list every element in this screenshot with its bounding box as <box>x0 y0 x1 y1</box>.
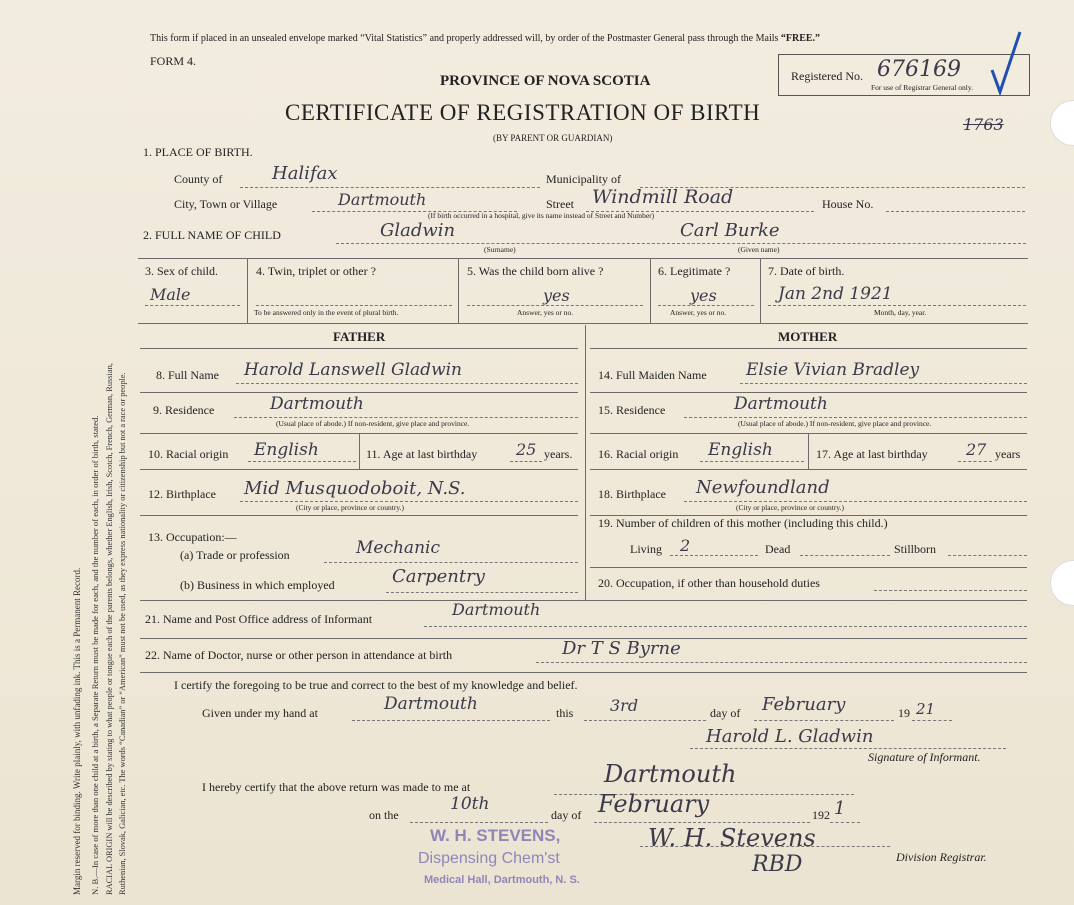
mail-notice: This form if placed in an unsealed envelope marked “Vital Statistics” and properly addressed will, by order of the Postmaster General pass through the Mails “FREE.” <box>150 33 821 44</box>
business-label: (b) Business in which employed <box>180 578 335 592</box>
punch-hole <box>1050 560 1074 606</box>
given-note: (Given name) <box>738 245 780 254</box>
given-year-prefix: 19 <box>898 706 910 720</box>
child-name-label: 2. FULL NAME OF CHILD <box>143 228 281 242</box>
given-month: February <box>762 694 846 715</box>
father-heading: FATHER <box>333 329 386 344</box>
informant-label: 21. Name and Post Office address of Informant <box>145 612 373 626</box>
registrar-signature: W. H. Stevens <box>648 824 816 852</box>
doctor-label: 22. Name of Doctor, nurse or other person in attendance at birth <box>145 648 453 662</box>
informant-value: Dartmouth <box>452 600 541 619</box>
informant-signature-label: Signature of Informant. <box>868 750 981 764</box>
mother-heading: MOTHER <box>778 329 838 344</box>
margin-note-4: Ruthenian, Slovak, Galician, etc. The words “Canadian” or “American” must not be used, as they express nationality or citizenship but not a race or people. <box>118 372 127 895</box>
house-label: House No. <box>822 197 874 211</box>
chemist-stamp-title: Dispensing Chem'st <box>418 850 560 867</box>
occupation-label: 13. Occupation:— <box>148 530 237 544</box>
mother-name-label: 14. Full Maiden Name <box>598 368 707 382</box>
alive-note: Answer, yes or no. <box>517 308 574 317</box>
business-value: Carpentry <box>392 566 485 587</box>
on-the-label: on the <box>369 808 399 822</box>
registered-label: Registered No. <box>791 69 863 83</box>
trade-value: Mechanic <box>356 538 440 558</box>
dob-value: Jan 2nd 1921 <box>778 284 893 304</box>
father-birthplace-label: 12. Birthplace <box>148 487 216 501</box>
registered-number: 676169 <box>877 57 961 82</box>
given-day: 3rd <box>610 696 639 715</box>
sex-value: Male <box>150 285 191 304</box>
father-birthplace-note: (City or place, province or country.) <box>296 503 405 512</box>
street-value: Windmill Road <box>592 186 734 208</box>
mother-age: 27 <box>966 440 987 459</box>
mother-occupation-label: 20. Occupation, if other than household duties <box>598 576 820 590</box>
registrar-initials: RBD <box>752 852 803 877</box>
mother-race: English <box>708 440 773 460</box>
father-birthplace: Mid Musquodoboit, N.S. <box>244 478 466 499</box>
check-mark-icon <box>990 28 1024 98</box>
surname-note: (Surname) <box>484 245 516 254</box>
dead-label: Dead <box>765 542 791 556</box>
father-age-label: 11. Age at last birthday <box>366 447 478 461</box>
registrar-year: 1 <box>834 798 846 819</box>
father-years-label: years. <box>544 447 573 461</box>
given-label: Given under my hand at <box>202 706 318 720</box>
margin-note-3: RACIAL ORIGIN will be described by stating to what people or tongue each of the parents belongs, whether English, Irish, Scotch, French, German, Russian, <box>105 363 114 895</box>
street-label: Street <box>546 197 574 211</box>
registrar-year-prefix: 192 <box>812 808 830 822</box>
father-name: Harold Lanswell Gladwin <box>244 360 463 380</box>
form-number: FORM 4. <box>150 54 197 68</box>
place-heading: 1. PLACE OF BIRTH. <box>143 145 253 159</box>
registered-note: For use of Registrar General only. <box>871 83 973 92</box>
mother-name: Elsie Vivian Bradley <box>746 360 920 380</box>
page-title: CERTIFICATE OF REGISTRATION OF BIRTH <box>285 100 761 125</box>
informant-signature: Harold L. Gladwin <box>706 726 874 747</box>
county-value: Halifax <box>272 163 338 184</box>
registrar-place: Dartmouth <box>604 760 737 788</box>
stillborn-label: Stillborn <box>894 542 937 556</box>
father-age: 25 <box>516 440 537 459</box>
chemist-stamp-name: W. H. STEVENS, <box>430 826 561 845</box>
legitimate-value: yes <box>690 286 717 305</box>
mother-race-label: 16. Racial origin <box>598 447 679 461</box>
mother-birthplace-label: 18. Birthplace <box>598 487 666 501</box>
mother-residence: Dartmouth <box>734 394 828 414</box>
twin-note: To be answered only in the event of plural birth. <box>254 308 399 317</box>
children-count-label: 19. Number of children of this mother (including this child.) <box>598 516 888 530</box>
registrar-day-of-label: day of <box>551 808 582 822</box>
mother-residence-label: 15. Residence <box>598 403 666 417</box>
page-subtitle: (BY PARENT OR GUARDIAN) <box>493 133 613 143</box>
child-surname: Gladwin <box>380 220 456 241</box>
father-race: English <box>254 440 319 460</box>
living-label: Living <box>630 542 662 556</box>
mother-residence-note: (Usual place of abode.) If non-resident, give place and province. <box>738 419 932 428</box>
province-heading: PROVINCE OF NOVA SCOTIA <box>440 73 651 89</box>
dob-label: 7. Date of birth. <box>768 264 845 278</box>
division-registrar-label: Division Registrar. <box>896 850 987 864</box>
given-year: 21 <box>916 700 936 718</box>
child-given-name: Carl Burke <box>680 220 780 241</box>
punch-hole <box>1050 100 1074 146</box>
mother-birthplace: Newfoundland <box>696 477 830 498</box>
dob-note: Month, day, year. <box>874 308 927 317</box>
legitimate-note: Answer, yes or no. <box>670 308 727 317</box>
chemist-stamp-address: Medical Hall, Dartmouth, N. S. <box>424 874 580 886</box>
margin-note-2: N. B.—In case of more than one child at a birth, a Separate Return must be made for each, and the number of each, in order of birth, stated. <box>90 415 100 895</box>
twin-label: 4. Twin, triplet or other ? <box>256 264 376 278</box>
certify-text: I certify the foregoing to be true and correct to the best of my knowledge and belief. <box>174 678 578 692</box>
legitimate-label: 6. Legitimate ? <box>658 264 731 278</box>
trade-label: (a) Trade or profession <box>180 548 290 562</box>
father-residence-label: 9. Residence <box>153 403 215 417</box>
registrar-day: 10th <box>450 794 490 814</box>
mother-age-label: 17. Age at last birthday <box>816 447 928 461</box>
alive-value: yes <box>543 286 570 305</box>
father-name-label: 8. Full Name <box>156 368 219 382</box>
this-label: this <box>556 706 574 720</box>
corner-number: 1763 <box>963 115 1004 134</box>
registrar-text: I hereby certify that the above return was made to me at <box>202 780 471 794</box>
doctor-value: Dr T S Byrne <box>562 638 681 659</box>
sex-label: 3. Sex of child. <box>145 264 218 278</box>
county-label: County of <box>174 172 223 186</box>
mother-birthplace-note: (City or place, province or country.) <box>736 503 845 512</box>
hospital-note: (If birth occurred in a hospital, give its name instead of Street and Number) <box>428 211 655 220</box>
father-residence-note: (Usual place of abode.) If non-resident, give place and province. <box>276 419 470 428</box>
registrar-month: February <box>598 790 710 818</box>
alive-label: 5. Was the child born alive ? <box>467 264 604 278</box>
municipality-label: Municipality of <box>546 172 621 186</box>
city-value: Dartmouth <box>338 190 427 209</box>
given-place: Dartmouth <box>384 694 478 714</box>
father-residence: Dartmouth <box>270 394 364 414</box>
father-race-label: 10. Racial origin <box>148 447 229 461</box>
mother-years-label: years <box>995 447 1021 461</box>
margin-note-1: Margin reserved for binding. Write plainly, with unfading ink. This is a Permanent Record. <box>72 567 82 895</box>
living-value: 2 <box>680 536 691 555</box>
day-of-label: day of <box>710 706 741 720</box>
city-label: City, Town or Village <box>174 197 278 211</box>
